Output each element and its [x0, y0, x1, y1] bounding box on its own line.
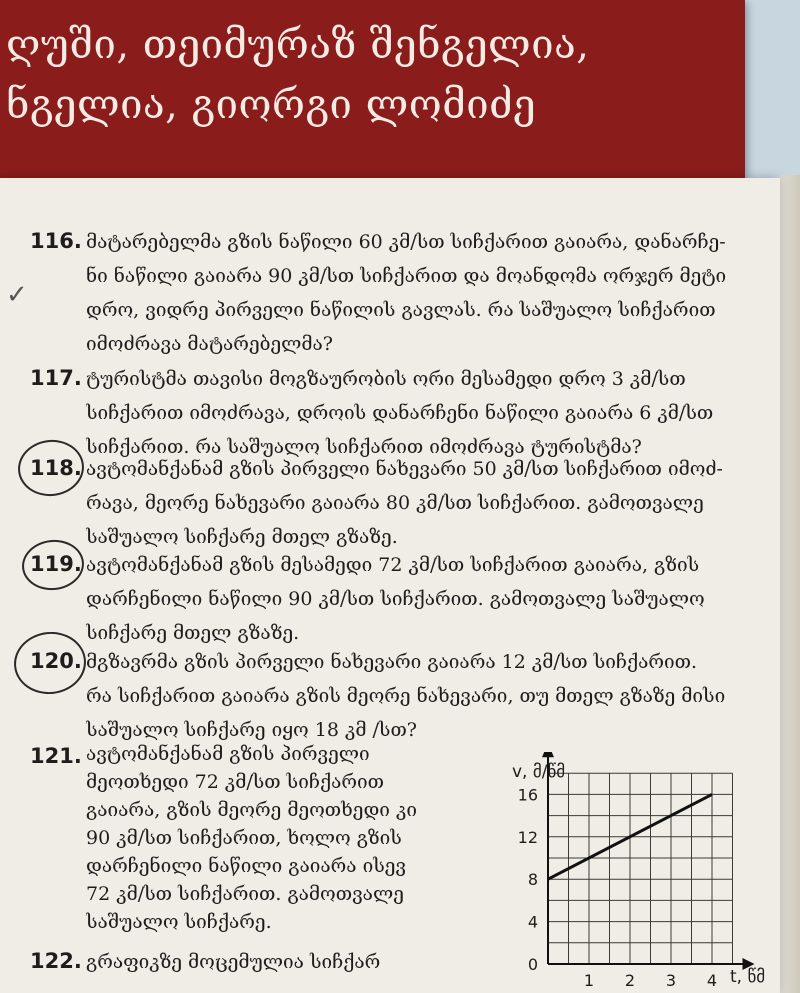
y-tick-label: 8 [527, 870, 538, 890]
problem-line: 90 კმ/სთ სიჩქარით, ხოლო გზის [86, 827, 402, 849]
problem-line: სიჩქარით იმოძრავა, დროის დანარჩენი ნაწილი გაიარა 6 კმ/სთ [86, 402, 714, 424]
chart-axes [542, 752, 755, 970]
chart-ylabel: v, მ/წმ [512, 762, 566, 782]
y-tick-label: 0 [527, 955, 538, 974]
problem-line: გრაფიკზე მოცემულია სიჩქარ [86, 951, 381, 973]
problem-number: 122. [30, 949, 82, 973]
x-tick-label: 4 [706, 971, 718, 990]
problem-number: 120. [30, 649, 82, 673]
pencil-check-mark: ✓ [6, 280, 28, 310]
problem-line: ტურისტმა თავისი მოგზაურობის ორი მესამედი დრო 3 კმ/სთ [86, 368, 686, 390]
problem-line: სიჩქარით. რა საშუალო სიჩქარით იმოძრავა ტურისტმა? [86, 436, 642, 458]
problem-number: 121. [30, 744, 82, 768]
y-axis-arrow [542, 752, 554, 757]
problem-line: საშუალო სიჩქარე მთელ გზაზე. [86, 526, 398, 548]
y-tick-label: 4 [527, 912, 538, 932]
chart-grid [548, 773, 733, 964]
problem-number: 118. [30, 456, 82, 480]
y-tick-label: 12 [517, 827, 538, 847]
problem-number: 117. [30, 366, 82, 390]
problem-line: გაიარა, გზის მეორე მეოთხედი კი [86, 799, 417, 821]
x-tick-label: 3 [665, 971, 677, 990]
problem-line: ავტომანქანამ გზის პირველი ნახევარი 50 კმ/სთ სიჩქარით იმოძ- [86, 458, 723, 480]
y-tick-label: 16 [517, 785, 538, 805]
problem-line: 72 კმ/სთ სიჩქარით. გამოთვალე [86, 883, 404, 905]
problem-line: ნი ნაწილი გაიარა 90 კმ/სთ სიჩქარით და მოანდომა ორჯერ მეტი [86, 265, 727, 287]
cover-authors-line-1: ღუში, თეიმურაზ შენგელია, [6, 22, 590, 68]
problem-line: დრო, ვიდრე პირველი ნაწილის გავლას. რა საშუალო სიჩქარით [86, 299, 716, 321]
problem-line: სიჩქარე მთელ გზაზე. [86, 622, 300, 644]
problem-line: მგზავრმა გზის პირველი ნახევარი გაიარა 12 კმ/სთ სიჩქარით. [86, 651, 698, 673]
chart-xlabel: t, წმ [730, 967, 766, 987]
problem-line: იმოძრავა მატარებელმა? [86, 333, 333, 355]
problem-line: დარჩენილი ნაწილი 90 კმ/სთ სიჩქარით. გამოთვალე საშუალო [86, 588, 705, 610]
problem-line: რავა, მეორე ნახევარი გაიარა 80 კმ/სთ სიჩქარით. გამოთვალე [86, 492, 704, 514]
problem-line: მეოთხედი 72 კმ/სთ სიჩქარით [86, 771, 384, 793]
problem-line: ავტომანქანამ გზის პირველი [86, 743, 370, 765]
x-tick-label: 1 [583, 971, 595, 990]
problem-line: ავტომანქანამ გზის მესამედი 72 კმ/სთ სიჩქარით გაიარა, გზის [86, 554, 700, 576]
problem-line: საშუალო სიჩქარე იყო 18 კმ /სთ? [86, 719, 417, 741]
velocity-time-chart [470, 752, 780, 993]
cover-authors-line-2: ნგელია, გიორგი ლომიძე [6, 82, 537, 128]
problem-line: მატარებელმა გზის ნაწილი 60 კმ/სთ სიჩქარით გაიარა, დანარჩე- [86, 231, 726, 253]
problem-line: საშუალო სიჩქარე. [86, 911, 272, 933]
problem-line: რა სიჩქარით გაიარა გზის მეორე ნახევარი, თუ მთელ გზაზე მისი [86, 685, 726, 707]
problem-line: დარჩენილი ნაწილი გაიარა ისევ [86, 855, 407, 877]
problem-number: 116. [30, 229, 82, 253]
cover-band [0, 0, 745, 178]
problem-number: 119. [30, 552, 82, 576]
x-tick-label: 2 [624, 971, 636, 990]
